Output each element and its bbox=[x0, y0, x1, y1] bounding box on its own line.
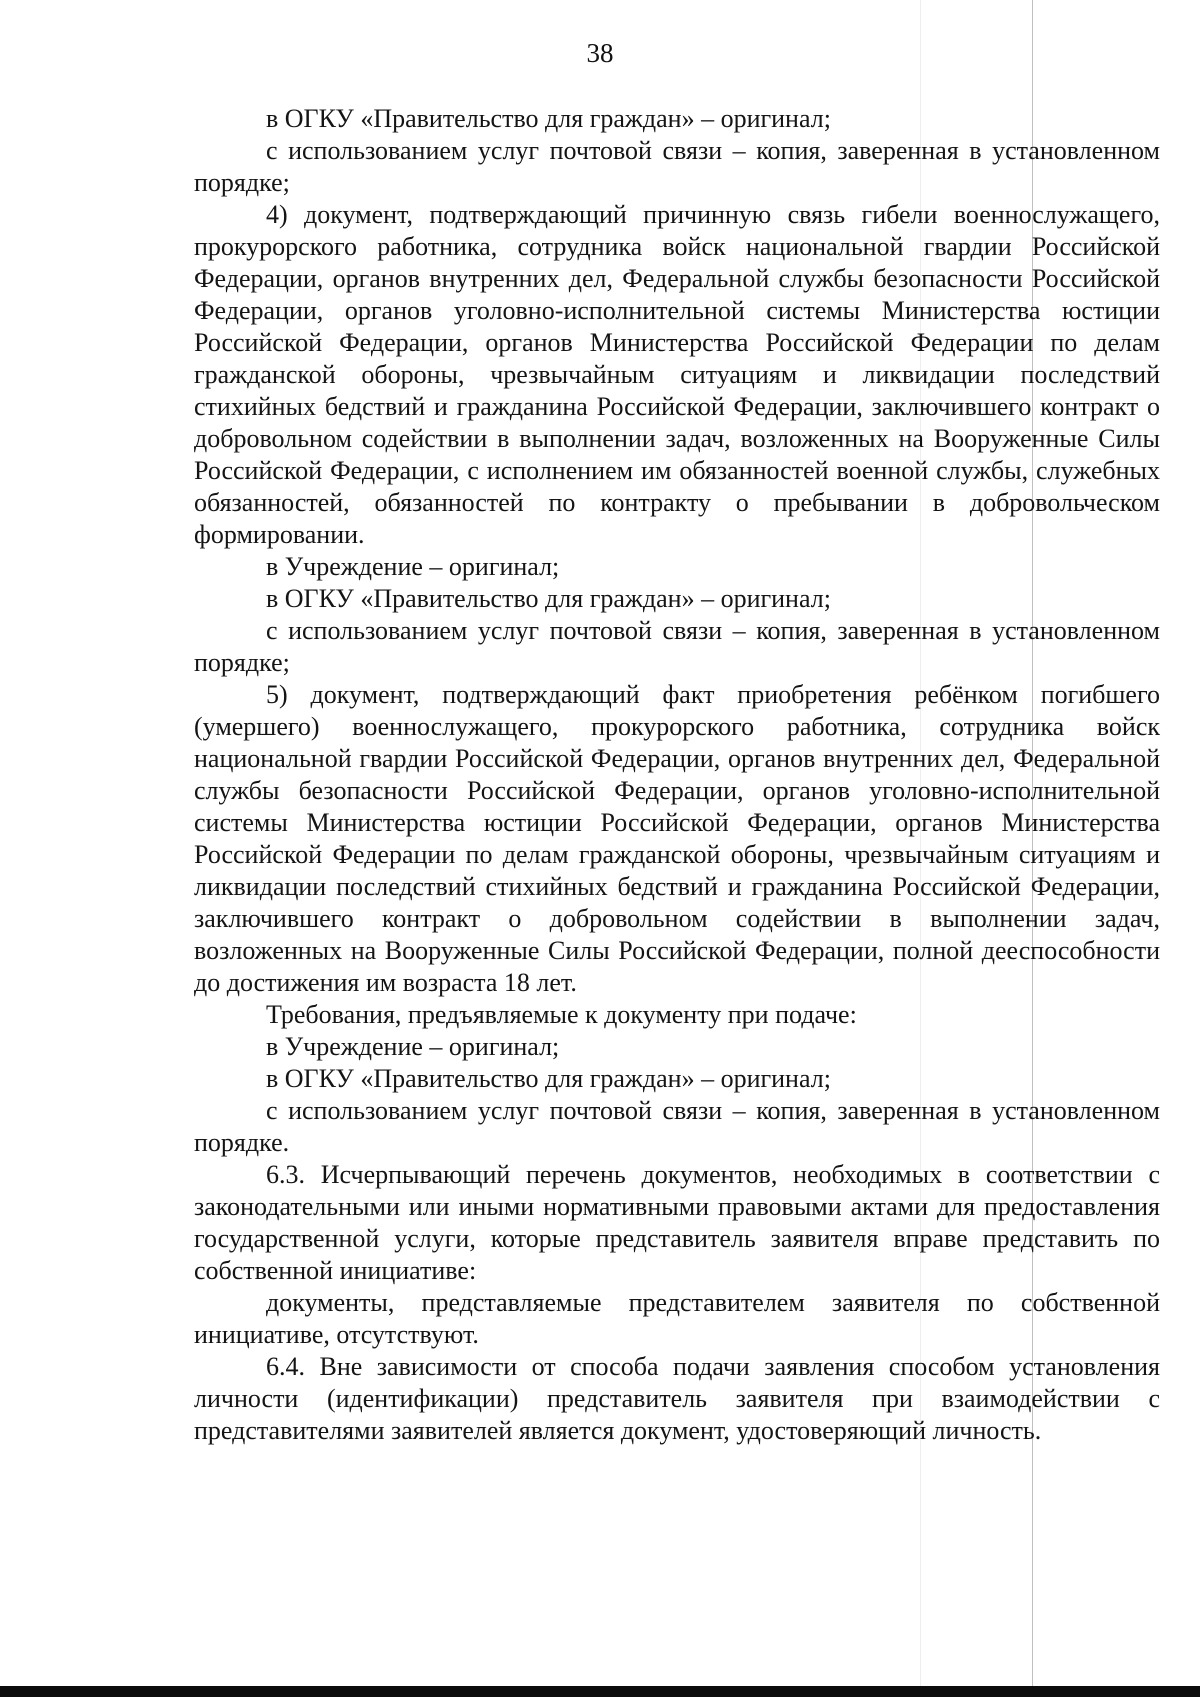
paragraph: в Учреждение – оригинал; bbox=[266, 552, 560, 581]
paragraph: 4) документ, подтверждающий причинную связь гибели военнослужащего, прокурорского работника, сотрудника войск национальной гвардии Российской Федерации, органов внутренних дел, Федеральной службы безопасности Российской Федерации, органов уголовно-исполнительной системы Министерства юстиции Российской Федерации, органов Министерства Российской Федерации по делам гражданской обороны, чрезвычайным ситуациям и ликвидации последствий стихийных бедствий и гражданина Российской Федерации, заключившего контракт о добровольном содействии в выполнении задач, возложенных на Вооруженные Силы Российской Федерации, с исполнением им обязанностей военной службы, служебных обязанностей, обязанностей по контракту о пребывании в добровольческом формировании. bbox=[194, 200, 1160, 549]
paragraph: в ОГКУ «Правительство для граждан» – оригинал; bbox=[266, 104, 831, 133]
paragraph: Требования, предъявляемые к документу при подаче: bbox=[266, 1000, 857, 1029]
page-number: 38 bbox=[586, 38, 614, 68]
document-body bbox=[194, 103, 1160, 1447]
paragraph: с использованием услуг почтовой связи – копия, заверенная в установленном порядке; bbox=[194, 136, 1160, 197]
paragraph: 6.3. Исчерпывающий перечень документов, необходимых в соответствии с законодательными или иными нормативными правовыми актами для предоставления государственной услуги, которые представитель заявителя вправе представить по собственной инициативе: bbox=[194, 1160, 1160, 1285]
paragraph: 5) документ, подтверждающий факт приобретения ребёнком погибшего (умершего) военнослужащего, прокурорского работника, сотрудника войск национальной гвардии Российской Федерации, органов внутренних дел, Федеральной службы безопасности Российской Федерации, органов уголовно-исполнительной системы Министерства юстиции Российской Федерации, органов Министерства Российской Федерации по делам гражданской обороны, чрезвычайным ситуациям и ликвидации последствий стихийных бедствий и гражданина Российской Федерации, заключившего контракт о добровольном содействии в выполнении задач, возложенных на Вооруженные Силы Российской Федерации, полной дееспособности до достижения им возраста 18 лет. bbox=[194, 680, 1160, 997]
paragraph: в ОГКУ «Правительство для граждан» – оригинал; bbox=[266, 1064, 831, 1093]
paragraph: документы, представляемые представителем заявителя по собственной инициативе, отсутствуют. bbox=[194, 1288, 1160, 1349]
paragraph: в Учреждение – оригинал; bbox=[266, 1032, 560, 1061]
scan-bottom-edge bbox=[0, 1686, 1200, 1697]
paragraph: с использованием услуг почтовой связи – копия, заверенная в установленном порядке. bbox=[194, 1096, 1160, 1157]
paragraph: 6.4. Вне зависимости от способа подачи заявления способом установления личности (идентификации) представитель заявителя при взаимодействии с представителями заявителей является документ, удостоверяющий личность. bbox=[194, 1352, 1160, 1445]
paragraph: в ОГКУ «Правительство для граждан» – оригинал; bbox=[266, 584, 831, 613]
paragraph: с использованием услуг почтовой связи – копия, заверенная в установленном порядке; bbox=[194, 616, 1160, 677]
